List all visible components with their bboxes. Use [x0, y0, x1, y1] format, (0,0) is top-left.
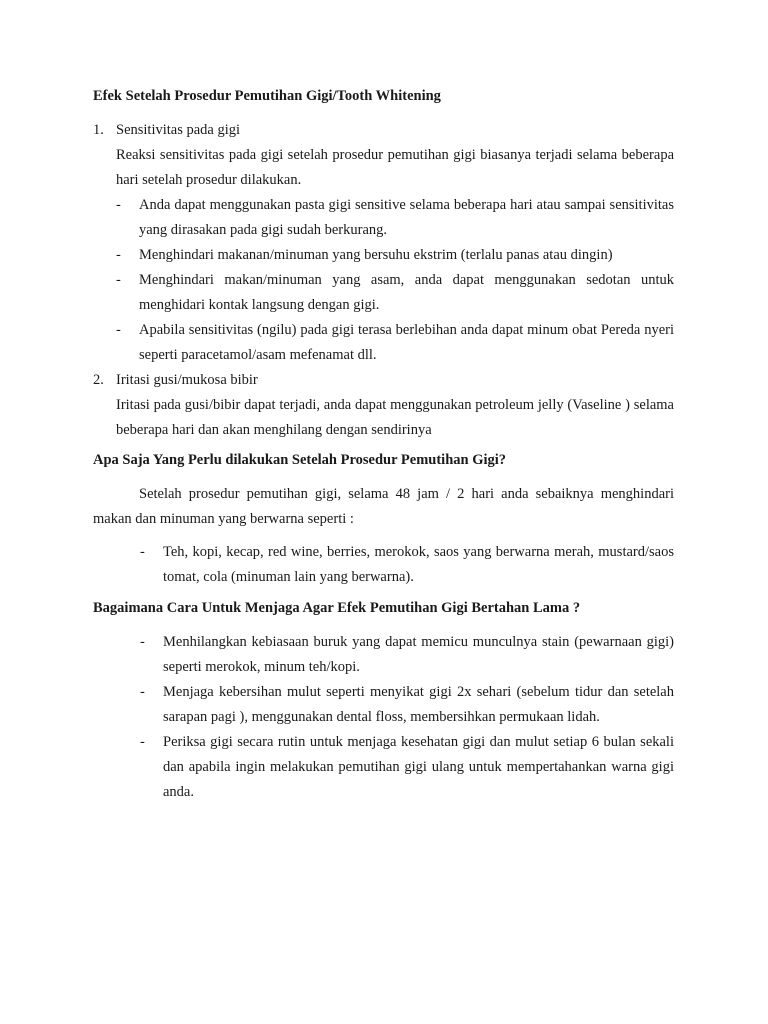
document-title: Efek Setelah Prosedur Pemutihan Gigi/Tooth Whitening [93, 88, 441, 104]
list-item [93, 193, 674, 243]
item-title: Sensitivitas pada gigi [116, 122, 241, 138]
list-item [93, 680, 674, 730]
item-number: 1. [93, 122, 104, 138]
list-item-text: Teh, kopi, kecap, red wine, berries, merokok, saos yang berwarna merah, mustard/saos tomat, cola (minuman lain yang berwarna). [163, 544, 674, 585]
list-item [93, 630, 674, 680]
dash-marker: - [116, 197, 121, 213]
bullet-list-sensitivity [93, 193, 674, 368]
numbered-item-2 [93, 368, 674, 393]
numbered-item-1 [93, 118, 674, 143]
dash-marker: - [116, 247, 121, 263]
list-item-text: Anda dapat menggunakan pasta gigi sensitive selama beberapa hari atau sampai sensitivitas yang dirasakan pada gigi sudah berkurang. [139, 197, 674, 238]
section-heading-after-procedure: Apa Saja Yang Perlu dilakukan Setelah Prosedur Pemutihan Gigi? [93, 452, 507, 468]
list-item [93, 540, 674, 590]
dash-marker: - [116, 272, 121, 288]
list-item-text: Menhilangkan kebiasaan buruk yang dapat memicu munculnya stain (pewarnaan gigi) seperti merokok, minum teh/kopi. [163, 634, 674, 675]
list-item-text: Menghindari makanan/minuman yang bersuhu ekstrim (terlalu panas atau dingin) [139, 247, 613, 263]
bullet-list-maintain [93, 630, 674, 805]
dash-marker: - [140, 634, 145, 650]
list-item [93, 318, 674, 368]
dash-marker: - [140, 734, 145, 750]
list-item-text: Menghindari makan/minuman yang asam, anda dapat menggunakan sedotan untuk menghidari kontak langsung dengan gigi. [139, 272, 674, 313]
item-title: Iritasi gusi/mukosa bibir [116, 372, 258, 388]
item-body: Reaksi sensitivitas pada gigi setelah prosedur pemutihan gigi biasanya terjadi selama beberapa hari setelah prosedur dilakukan. [116, 147, 674, 188]
bullet-list-avoid-foods [93, 540, 674, 590]
section-paragraph: Setelah prosedur pemutihan gigi, selama 48 jam / 2 hari anda sebaiknya menghindari makan dan minuman yang berwarna seperti : [93, 486, 674, 527]
item-body: Iritasi pada gusi/bibir dapat terjadi, anda dapat menggunakan petroleum jelly (Vaseline ) selama beberapa hari dan akan menghilang dengan sendirinya [116, 397, 674, 438]
dash-marker: - [140, 684, 145, 700]
section-heading-maintain-results: Bagaimana Cara Untuk Menjaga Agar Efek Pemutihan Gigi Bertahan Lama ? [93, 600, 581, 616]
document-content [93, 84, 674, 805]
list-item [93, 268, 674, 318]
list-item [93, 243, 674, 268]
item-number: 2. [93, 372, 104, 388]
list-item-text: Periksa gigi secara rutin untuk menjaga kesehatan gigi dan mulut setiap 6 bulan sekali dan apabila ingin melakukan pemutihan gigi ulang untuk mempertahankan warna gigi anda. [163, 734, 674, 800]
dash-marker: - [140, 544, 145, 560]
list-item-text: Apabila sensitivitas (ngilu) pada gigi terasa berlebihan anda dapat minum obat Pereda nyeri seperti paracetamol/asam mefenamat dll. [139, 322, 674, 363]
list-item-text: Menjaga kebersihan mulut seperti menyikat gigi 2x sehari (sebelum tidur dan setelah sarapan pagi ), menggunakan dental floss, membersihkan permukaan lidah. [163, 684, 674, 725]
dash-marker: - [116, 322, 121, 338]
list-item [93, 730, 674, 805]
